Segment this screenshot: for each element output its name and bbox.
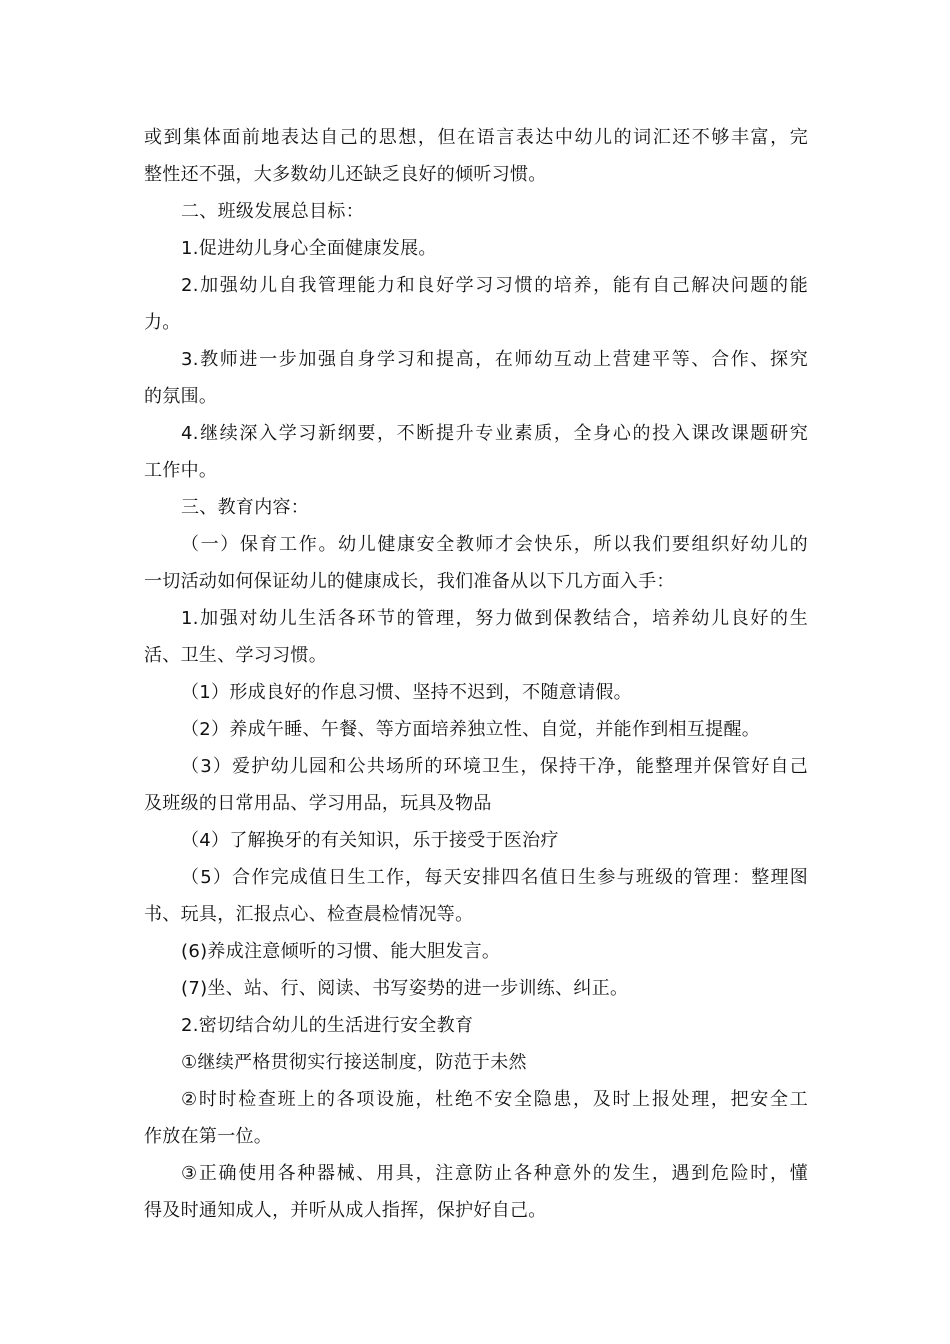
text-line: 或到集体面前地表达自己的思想，但在语言表达中幼儿的词汇还不够丰富，完 xyxy=(144,127,808,148)
text-line: 活、卫生、学习习惯。 xyxy=(144,645,327,666)
text-line: 整性还不强，大多数幼儿还缺乏良好的倾听习惯。 xyxy=(144,164,547,185)
text-line: （3）爱护幼儿园和公共场所的环境卫生，保持干净，能整理并保管好自己 xyxy=(181,756,808,777)
text-line: ③正确使用各种器械、用具，注意防止各种意外的发生，遇到危险时，懂 xyxy=(181,1163,808,1184)
document-body xyxy=(144,119,808,1229)
text-line: 力。 xyxy=(144,312,181,333)
text-line: 1.促进幼儿身心全面健康发展。 xyxy=(181,238,437,259)
text-line: 2.密切结合幼儿的生活进行安全教育 xyxy=(181,1015,474,1036)
text-line: 二、班级发展总目标： xyxy=(181,201,364,222)
text-line: (6)养成注意倾听的习惯、能大胆发言。 xyxy=(181,941,501,962)
text-line: 得及时通知成人，并听从成人指挥，保护好自己。 xyxy=(144,1200,547,1221)
text-line: 三、教育内容： xyxy=(181,497,310,518)
text-line: 书、玩具，汇报点心、检查晨检情况等。 xyxy=(144,904,474,925)
text-line: 工作中。 xyxy=(144,460,218,481)
text-line: 的氛围。 xyxy=(144,386,218,407)
text-line: （5）合作完成值日生工作，每天安排四名值日生参与班级的管理：整理图 xyxy=(181,867,808,888)
text-line: 及班级的日常用品、学习用品，玩具及物品 xyxy=(144,793,492,814)
text-line: 一切活动如何保证幼儿的健康成长，我们准备从以下几方面入手： xyxy=(144,571,675,592)
text-line: （1）形成良好的作息习惯、坚持不迟到，不随意请假。 xyxy=(181,682,632,703)
text-line: 2.加强幼儿自我管理能力和良好学习习惯的培养，能有自己解决问题的能 xyxy=(181,275,808,296)
text-line: （4）了解换牙的有关知识，乐于接受于医治疗 xyxy=(181,830,559,851)
text-line: （一）保育工作。幼儿健康安全教师才会快乐，所以我们要组织好幼儿的 xyxy=(181,534,808,555)
text-line: 3.教师进一步加强自身学习和提高，在师幼互动上营建平等、合作、探究 xyxy=(181,349,808,370)
text-line: (7)坐、站、行、阅读、书写姿势的进一步训练、纠正。 xyxy=(181,978,629,999)
text-line: 1.加强对幼儿生活各环节的管理，努力做到保教结合，培养幼儿良好的生 xyxy=(181,608,808,629)
text-line: ①继续严格贯彻实行接送制度，防范于未然 xyxy=(181,1052,527,1073)
text-line: 作放在第一位。 xyxy=(144,1126,273,1147)
text-line: ②时时检查班上的各项设施，杜绝不安全隐患，及时上报处理，把安全工 xyxy=(181,1089,808,1110)
text-line: 4.继续深入学习新纲要，不断提升专业素质，全身心的投入课改课题研究 xyxy=(181,423,808,444)
text-line: （2）养成午睡、午餐、等方面培养独立性、自觉，并能作到相互提醒。 xyxy=(181,719,761,740)
